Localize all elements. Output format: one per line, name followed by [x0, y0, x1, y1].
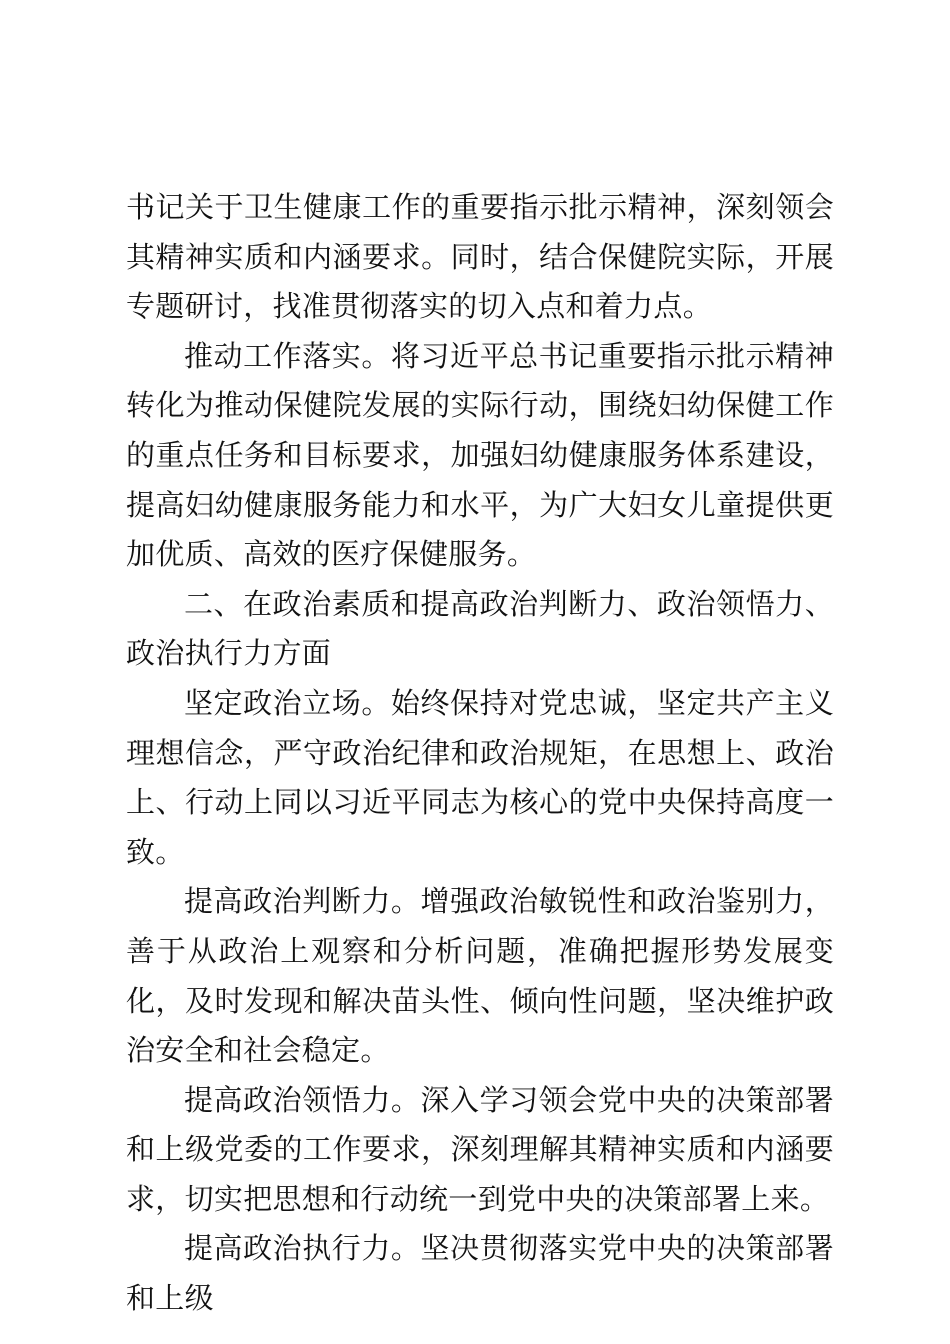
paragraph-political-stance: 坚定政治立场。始终保持对党忠诚，坚定共产主义理想信念，严守政治纪律和政治规矩，在思想上、政治上、行动上同以习近平同志为核心的党中央保持高度一致。 — [126, 685, 834, 869]
paragraph-political-execution: 提高政治执行力。坚决贯彻落实党中央的决策部署和上级 — [126, 1231, 834, 1316]
paragraph-continuation: 书记关于卫生健康工作的重要指示批示精神，深刻领会其精神实质和内涵要求。同时，结合保健院实际，开展专题研讨，找准贯彻落实的切入点和着力点。 — [126, 190, 834, 324]
paragraph-political-judgment: 提高政治判断力。增强政治敏锐性和政治鉴别力，善于从政治上观察和分析问题，准确把握形势发展变化，及时发现和解决苗头性、倾向性问题，坚决维护政治安全和社会稳定。 — [126, 884, 834, 1068]
section-heading-political-quality: 二、在政治素质和提高政治判断力、政治领悟力、政治执行力方面 — [126, 586, 834, 671]
document-body — [126, 183, 834, 1324]
paragraph-political-comprehension: 提高政治领悟力。深入学习领会党中央的决策部署和上级党委的工作要求，深刻理解其精神实质和内涵要求，切实把思想和行动统一到党中央的决策部署上来。 — [126, 1082, 834, 1216]
paragraph-work-implementation: 推动工作落实。将习近平总书记重要指示批示精神转化为推动保健院发展的实际行动，围绕妇幼保健工作的重点任务和目标要求，加强妇幼健康服务体系建设，提高妇幼健康服务能力和水平，为广大妇女儿童提供更加优质、高效的医疗保健服务。 — [126, 338, 834, 572]
